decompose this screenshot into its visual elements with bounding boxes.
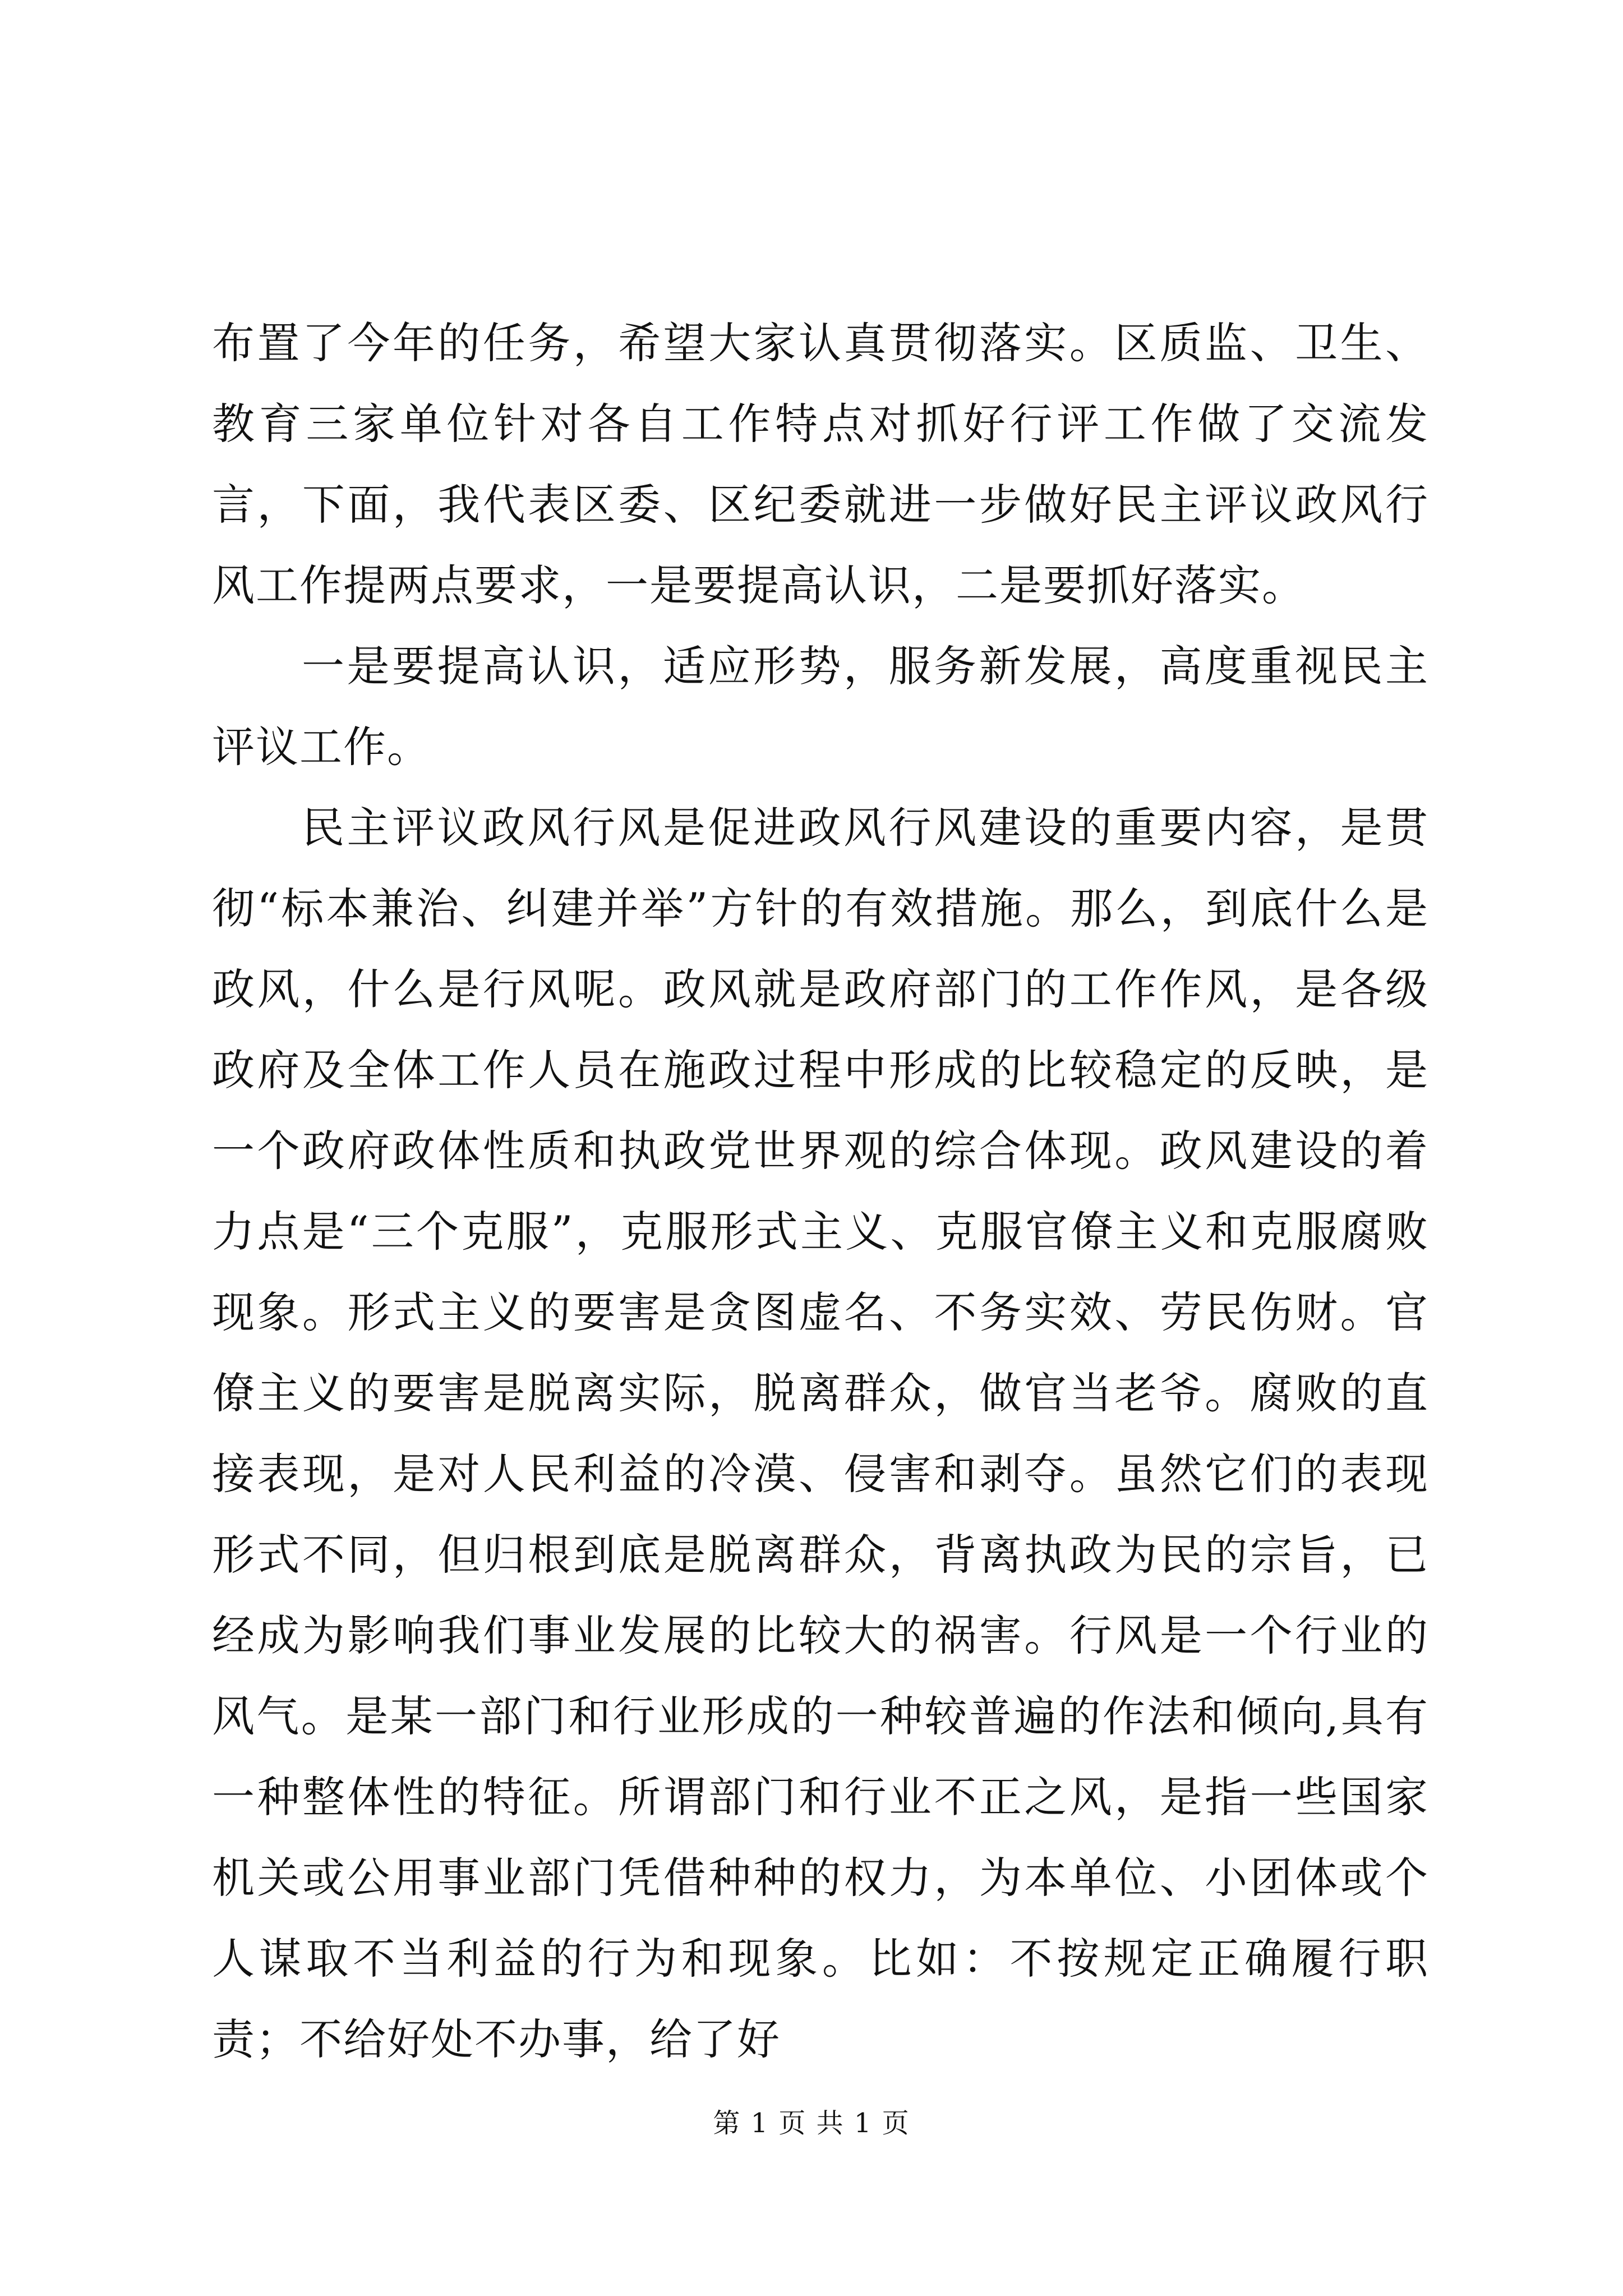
page-footer: 第 1 页 共 1 页	[713, 2108, 910, 2139]
paragraph-continuation: 布置了今年的任务，希望大家认真贯彻落实。区质监、卫生、教育三家单位针对各自工作特点对抓好行评工作做了交流发言，下面，我代表区委、区纪委就进一步做好民主评议政风行风工作提两点要求，一是要提高认识，二是要抓好落实。	[212, 318, 1429, 610]
paragraph-heading-point-one: 一是要提高认识，适应形势，服务新发展，高度重视民主评议工作。	[212, 641, 1429, 772]
document-body	[212, 303, 1429, 2080]
paragraph-body: 民主评议政风行风是促进政风行风建设的重要内容，是贯彻“标本兼治、纠建并举”方针的有效措施。那么，到底什么是政风，什么是行风呢。政风就是政府部门的工作作风，是各级政府及全体工作人员在施政过程中形成的比较稳定的反映，是一个政府政体性质和执政党世界观的综合体现。政风建设的着力点是“三个克服”，克服形式主义、克服官僚主义和克服腐败现象。形式主义的要害是贪图虚名、不务实效、劳民伤财。官僚主义的要害是脱离实际，脱离群众，做官当老爷。腐败的直接表现，是对人民利益的冷漠、侵害和剥夺。虽然它们的表现形式不同，但归根到底是脱离群众，背离执政为民的宗旨，已经成为影响我们事业发展的比较大的祸害。行风是一个行业的风气。是某一部门和行业形成的一种较普遍的作法和倾向,具有一种整体性的特征。所谓部门和行业不正之风，是指一些国家机关或公用事业部门凭借种种的权力，为本单位、小团体或个人谋取不当利益的行为和现象。比如：不按规定正确履行职责；不给好处不办事，给了好	[212, 803, 1429, 2064]
